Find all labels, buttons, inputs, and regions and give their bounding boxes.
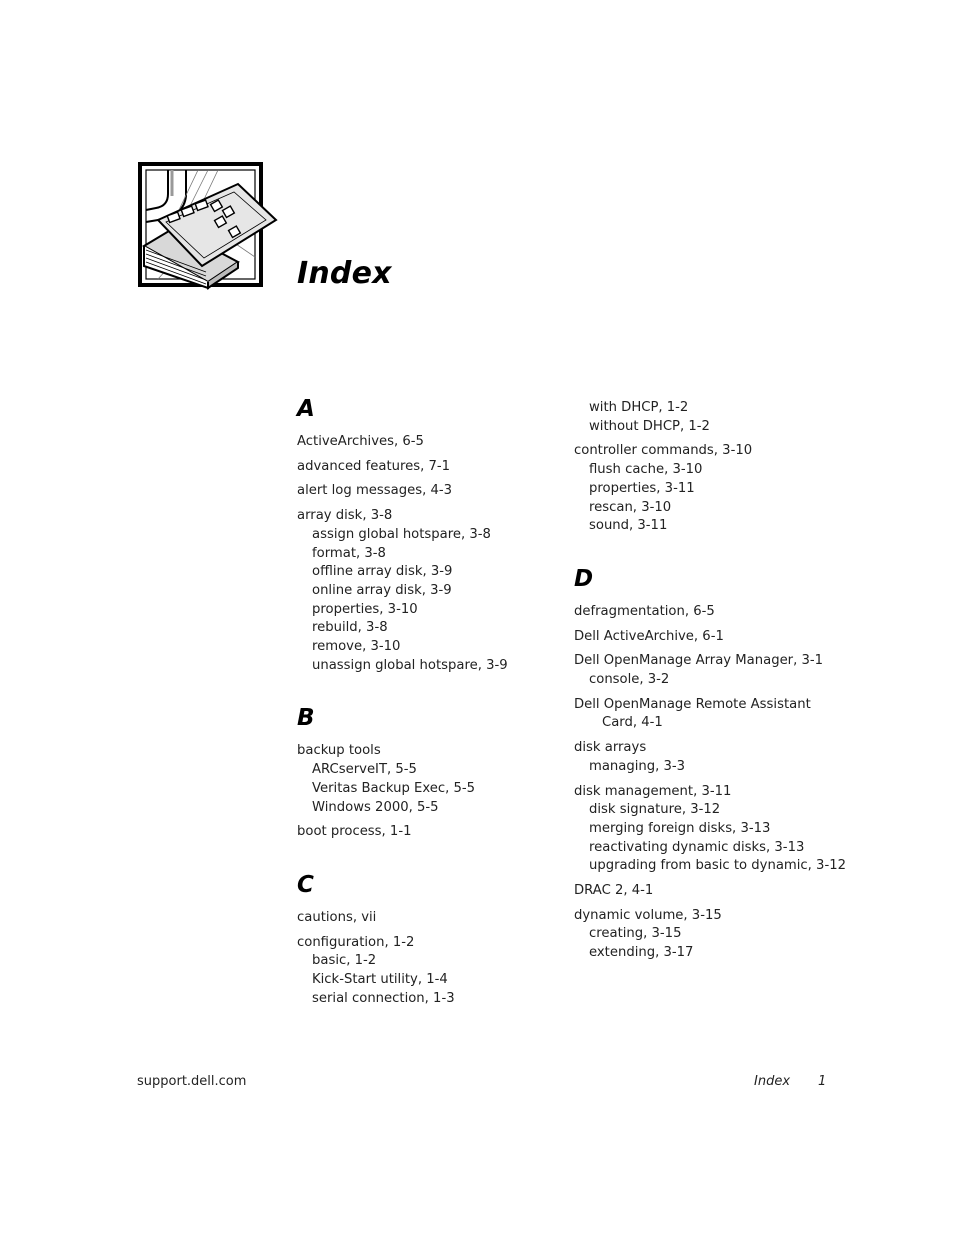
index-subentry: upgrading from basic to dynamic, 3-12 <box>589 858 846 874</box>
index-column-left <box>297 396 557 1014</box>
index-term: DRAC 2, 4-1 <box>574 883 654 899</box>
index-entry <box>574 907 834 963</box>
index-term: Dell ActiveArchive, 6-1 <box>574 628 724 644</box>
section-letter: D <box>574 565 594 592</box>
footer-page-number: 1 <box>818 1074 827 1089</box>
index-subentry: serial connection, 1-3 <box>312 990 455 1006</box>
index-entry <box>297 742 557 817</box>
section-letter: B <box>297 705 315 732</box>
index-entry <box>574 783 846 877</box>
index-term: Dell OpenManage Array Manager, 3-1 <box>574 653 824 669</box>
index-subentry: basic, 1-2 <box>312 953 377 969</box>
index-subentry: remove, 3-10 <box>312 639 401 655</box>
index-term: backup tools <box>297 743 381 759</box>
index-column-right <box>574 399 846 969</box>
index-subentry: managing, 3-3 <box>589 758 686 774</box>
index-entry <box>574 652 834 689</box>
index-entry <box>574 603 834 622</box>
section-letter: A <box>297 396 315 422</box>
index-subentry: with DHCP, 1-2 <box>589 400 689 415</box>
section-letter: C <box>297 871 314 898</box>
index-entry <box>297 909 557 928</box>
index-subentry: creating, 3-15 <box>589 926 682 942</box>
index-entry <box>297 482 557 501</box>
index-entry <box>574 442 834 536</box>
index-subentry: sound, 3-11 <box>589 518 668 534</box>
index-term: cautions, vii <box>297 909 377 925</box>
index-entry <box>574 696 834 733</box>
index-term: boot process, 1-1 <box>297 824 412 840</box>
index-term: alert log messages, 4-3 <box>297 483 452 499</box>
index-term: configuration, 1-2 <box>297 934 415 950</box>
index-entry <box>297 458 557 477</box>
index-entry <box>297 433 557 452</box>
index-subentry: properties, 3-11 <box>589 480 695 496</box>
index-subentry: without DHCP, 1-2 <box>589 418 710 434</box>
index-section <box>574 565 846 963</box>
index-subentry: Windows 2000, 5-5 <box>312 799 439 815</box>
index-term-continuation: Card, 4-1 <box>602 715 663 731</box>
index-subentry: assign global hotspare, 3-8 <box>312 526 491 542</box>
index-subentry: offline array disk, 3-9 <box>312 564 453 580</box>
index-entry <box>574 739 834 776</box>
index-entry <box>574 628 834 647</box>
index-entry <box>297 823 557 842</box>
index-section <box>297 872 557 1009</box>
index-subentry: reactivating dynamic disks, 3-13 <box>589 839 805 855</box>
index-section <box>574 399 834 536</box>
index-entry <box>574 399 834 436</box>
index-subentry: ARCserveIT, 5-5 <box>312 762 417 778</box>
footer-site: support.dell.com <box>137 1074 247 1089</box>
chapter-logo-icon <box>138 162 278 290</box>
index-subentry: flush cache, 3-10 <box>589 462 703 478</box>
index-entry <box>297 507 557 675</box>
index-term: advanced features, 7-1 <box>297 458 451 474</box>
index-subentry: properties, 3-10 <box>312 601 418 617</box>
footer-section: Index <box>754 1074 791 1089</box>
page-title: Index <box>297 256 392 291</box>
index-entry <box>574 882 834 901</box>
index-term: dynamic volume, 3-15 <box>574 907 722 923</box>
index-term: ActiveArchives, 6-5 <box>297 434 424 449</box>
index-subentry: online array disk, 3-9 <box>312 582 452 598</box>
index-term: disk management, 3-11 <box>574 783 732 799</box>
index-term: Dell OpenManage Remote Assistant <box>574 696 811 712</box>
index-subentry: unassign global hotspare, 3-9 <box>312 657 508 673</box>
index-subentry: format, 3-8 <box>312 545 386 561</box>
index-subentry: disk signature, 3-12 <box>589 802 721 818</box>
index-term: array disk, 3-8 <box>297 508 393 524</box>
index-subentry: rebuild, 3-8 <box>312 620 388 636</box>
index-subentry: merging foreign disks, 3-13 <box>589 820 771 836</box>
index-subentry: extending, 3-17 <box>589 945 694 961</box>
index-subentry: console, 3-2 <box>589 672 670 688</box>
index-term: defragmentation, 6-5 <box>574 603 715 619</box>
index-subentry: Kick-Start utility, 1-4 <box>312 972 448 988</box>
index-subentry: Veritas Backup Exec, 5-5 <box>312 780 476 796</box>
index-subentry: rescan, 3-10 <box>589 499 672 515</box>
index-term: controller commands, 3-10 <box>574 443 753 459</box>
index-entry <box>297 934 557 1009</box>
index-term: disk arrays <box>574 740 647 756</box>
index-section <box>297 705 557 842</box>
index-section <box>297 396 557 675</box>
